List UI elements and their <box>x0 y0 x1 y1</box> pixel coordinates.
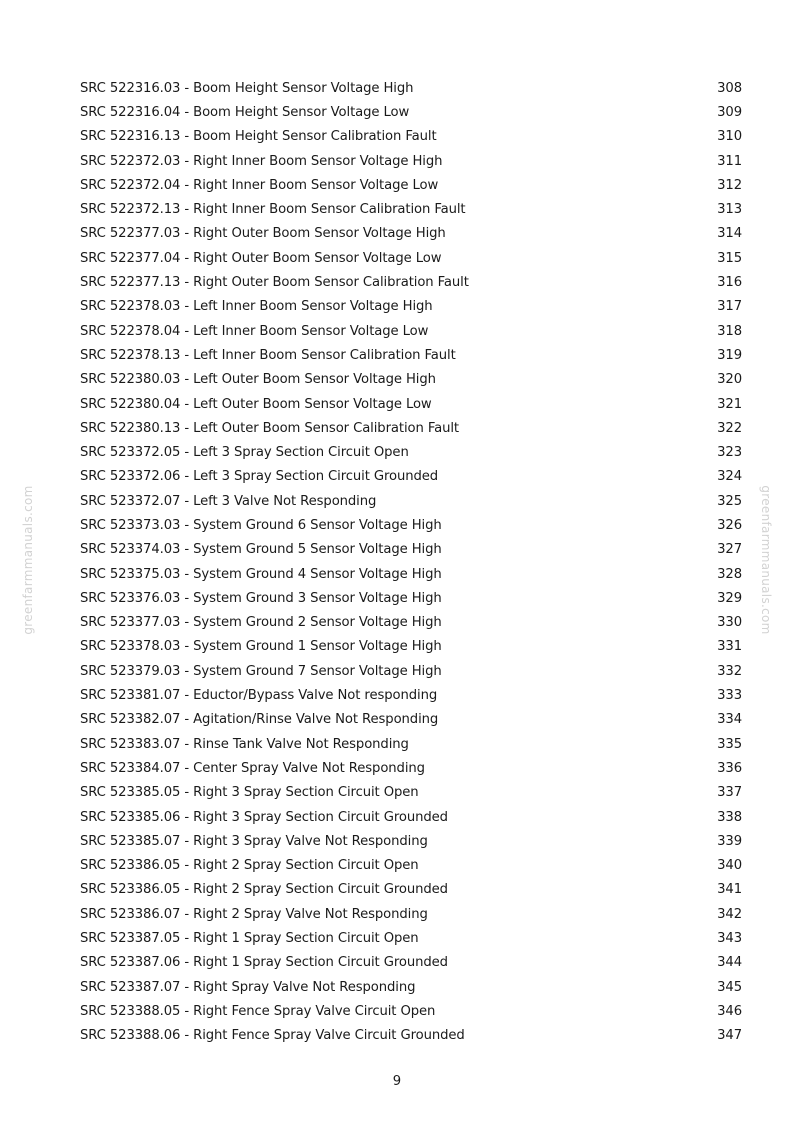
toc-entry-page: 324 <box>717 469 742 485</box>
toc-entry-title: SRC 522378.04 - Left Inner Boom Sensor Voltage Low <box>80 323 429 339</box>
toc-entry[interactable] <box>80 1024 742 1048</box>
toc-entry-title: SRC 523377.03 - System Ground 2 Sensor Voltage High <box>80 615 442 631</box>
toc-entry-page: 333 <box>717 688 742 704</box>
toc-entry-page: 317 <box>717 299 742 315</box>
toc-entry[interactable] <box>80 635 742 659</box>
toc-entry[interactable] <box>80 100 742 124</box>
toc-entry[interactable] <box>80 902 742 926</box>
toc-entry[interactable] <box>80 343 742 367</box>
toc-entry-page: 322 <box>717 420 742 436</box>
toc-entry-page: 346 <box>717 1003 742 1019</box>
toc-entry[interactable] <box>80 926 742 950</box>
toc-entry-title: SRC 523375.03 - System Ground 4 Sensor Voltage High <box>80 566 442 582</box>
toc-entry-title: SRC 523388.05 - Right Fence Spray Valve Circuit Open <box>80 1003 436 1019</box>
toc-entry-page: 335 <box>717 736 742 752</box>
toc-entry-title: SRC 523388.06 - Right Fence Spray Valve Circuit Grounded <box>80 1028 465 1044</box>
toc-entry[interactable] <box>80 854 742 878</box>
toc-entry-page: 312 <box>717 177 742 193</box>
toc-entry-page: 327 <box>717 542 742 558</box>
toc-entry-title: SRC 523381.07 - Eductor/Bypass Valve Not responding <box>80 688 438 704</box>
toc-entry-page: 320 <box>717 372 742 388</box>
toc-entry-title: SRC 523379.03 - System Ground 7 Sensor Voltage High <box>80 663 442 679</box>
toc-entry-title: SRC 523384.07 - Center Spray Valve Not Responding <box>80 760 425 776</box>
toc-entry-page: 318 <box>717 323 742 339</box>
toc-entry[interactable] <box>80 659 742 683</box>
toc-entry-title: SRC 522377.13 - Right Outer Boom Sensor Calibration Fault <box>80 275 469 291</box>
toc-entry-page: 325 <box>717 493 742 509</box>
toc-entry-title: SRC 522378.13 - Left Inner Boom Sensor Calibration Fault <box>80 347 456 363</box>
toc-entry-title: SRC 523372.06 - Left 3 Spray Section Circuit Grounded <box>80 469 439 485</box>
toc-entry[interactable] <box>80 805 742 829</box>
toc-entry[interactable] <box>80 270 742 294</box>
toc-entry-page: 336 <box>717 760 742 776</box>
watermark-right: greenfarmmanuals.com <box>759 485 773 635</box>
toc-entry-title: SRC 522380.03 - Left Outer Boom Sensor Voltage High <box>80 372 436 388</box>
toc-entry-title: SRC 523386.07 - Right 2 Spray Valve Not Responding <box>80 906 428 922</box>
toc-entry-page: 331 <box>717 639 742 655</box>
toc-entry-title: SRC 523386.05 - Right 2 Spray Section Circuit Grounded <box>80 882 448 898</box>
toc-entry-title: SRC 522372.13 - Right Inner Boom Sensor Calibration Fault <box>80 202 466 218</box>
toc-entry-page: 313 <box>717 202 742 218</box>
toc-entry[interactable] <box>80 368 742 392</box>
toc-entry-page: 328 <box>717 566 742 582</box>
toc-entry-page: 347 <box>717 1028 742 1044</box>
toc-entry-title: SRC 522380.04 - Left Outer Boom Sensor Voltage Low <box>80 396 432 412</box>
toc-entry-title: SRC 522377.04 - Right Outer Boom Sensor Voltage Low <box>80 250 442 266</box>
toc-entry[interactable] <box>80 173 742 197</box>
toc-entry[interactable] <box>80 222 742 246</box>
page-number: 9 <box>392 1074 402 1089</box>
toc-entry-page: 323 <box>717 445 742 461</box>
toc-entry[interactable] <box>80 489 742 513</box>
toc-entry-title: SRC 522378.03 - Left Inner Boom Sensor Voltage High <box>80 299 433 315</box>
toc-entry-page: 332 <box>717 663 742 679</box>
toc-entry-page: 314 <box>717 226 742 242</box>
toc-entry-page: 334 <box>717 712 742 728</box>
toc-entry[interactable] <box>80 149 742 173</box>
toc-entry-title: SRC 522316.13 - Boom Height Sensor Calibration Fault <box>80 129 437 145</box>
toc-entry[interactable] <box>80 732 742 756</box>
toc-entry-title: SRC 522377.03 - Right Outer Boom Sensor Voltage High <box>80 226 446 242</box>
toc-entry-page: 345 <box>717 979 742 995</box>
toc-entry[interactable] <box>80 781 742 805</box>
toc-entry[interactable] <box>80 513 742 537</box>
toc-entry-page: 330 <box>717 615 742 631</box>
toc-entry[interactable] <box>80 683 742 707</box>
toc-entry-title: SRC 523382.07 - Agitation/Rinse Valve Not Responding <box>80 712 439 728</box>
toc-entry[interactable] <box>80 708 742 732</box>
toc-entry-page: 319 <box>717 347 742 363</box>
toc-entry-title: SRC 523385.05 - Right 3 Spray Section Circuit Open <box>80 785 419 801</box>
toc-entry[interactable] <box>80 392 742 416</box>
watermark-left: greenfarmmanuals.com <box>21 485 35 635</box>
toc-entry[interactable] <box>80 319 742 343</box>
toc-entry[interactable] <box>80 295 742 319</box>
toc-entry-title: SRC 522316.03 - Boom Height Sensor Voltage High <box>80 80 414 96</box>
toc-entry-page: 316 <box>717 275 742 291</box>
toc-entry-title: SRC 523373.03 - System Ground 6 Sensor Voltage High <box>80 517 442 533</box>
toc-entry-page: 337 <box>717 785 742 801</box>
toc-entry[interactable] <box>80 246 742 270</box>
toc-entry[interactable] <box>80 878 742 902</box>
toc-entry-title: SRC 522372.04 - Right Inner Boom Sensor Voltage Low <box>80 177 439 193</box>
toc-entry-page: 309 <box>717 104 742 120</box>
toc-entry-page: 340 <box>717 858 742 874</box>
toc-entry[interactable] <box>80 611 742 635</box>
toc-entry-title: SRC 523385.06 - Right 3 Spray Section Circuit Grounded <box>80 809 448 825</box>
toc-entry-title: SRC 523372.07 - Left 3 Valve Not Responding <box>80 493 377 509</box>
toc-entry-page: 344 <box>717 955 742 971</box>
toc-entry[interactable] <box>80 440 742 464</box>
toc-entry-page: 326 <box>717 517 742 533</box>
toc-entry[interactable] <box>80 999 742 1023</box>
toc-entry[interactable] <box>80 197 742 221</box>
toc-entry-title: SRC 522380.13 - Left Outer Boom Sensor Calibration Fault <box>80 420 459 436</box>
toc-entry[interactable] <box>80 586 742 610</box>
toc-entry[interactable] <box>80 756 742 780</box>
toc-entry[interactable] <box>80 829 742 853</box>
table-of-contents <box>80 76 742 1048</box>
toc-entry[interactable] <box>80 975 742 999</box>
toc-entry[interactable] <box>80 125 742 149</box>
toc-entry-title: SRC 523374.03 - System Ground 5 Sensor Voltage High <box>80 542 442 558</box>
toc-entry[interactable] <box>80 465 742 489</box>
toc-entry-title: SRC 523372.05 - Left 3 Spray Section Circuit Open <box>80 445 409 461</box>
toc-entry-page: 310 <box>717 129 742 145</box>
toc-entry-page: 315 <box>717 250 742 266</box>
toc-entry-page: 308 <box>717 80 742 96</box>
toc-entry-page: 341 <box>717 882 742 898</box>
toc-entry[interactable] <box>80 538 742 562</box>
toc-entry-title: SRC 522372.03 - Right Inner Boom Sensor Voltage High <box>80 153 443 169</box>
toc-entry[interactable] <box>80 416 742 440</box>
toc-entry-page: 338 <box>717 809 742 825</box>
toc-entry-title: SRC 523387.07 - Right Spray Valve Not Responding <box>80 979 416 995</box>
toc-entry-title: SRC 523376.03 - System Ground 3 Sensor Voltage High <box>80 590 442 606</box>
toc-entry-title: SRC 523383.07 - Rinse Tank Valve Not Responding <box>80 736 409 752</box>
toc-entry-page: 311 <box>717 153 742 169</box>
toc-entry-title: SRC 523386.05 - Right 2 Spray Section Circuit Open <box>80 858 419 874</box>
toc-entry-page: 329 <box>717 590 742 606</box>
toc-entry-page: 339 <box>717 833 742 849</box>
toc-entry[interactable] <box>80 76 742 100</box>
toc-entry-title: SRC 522316.04 - Boom Height Sensor Voltage Low <box>80 104 410 120</box>
toc-entry-title: SRC 523387.05 - Right 1 Spray Section Circuit Open <box>80 931 419 947</box>
toc-entry-page: 321 <box>717 396 742 412</box>
toc-entry-title: SRC 523387.06 - Right 1 Spray Section Circuit Grounded <box>80 955 448 971</box>
toc-entry-page: 343 <box>717 931 742 947</box>
toc-entry[interactable] <box>80 951 742 975</box>
toc-entry-title: SRC 523378.03 - System Ground 1 Sensor Voltage High <box>80 639 442 655</box>
toc-entry-title: SRC 523385.07 - Right 3 Spray Valve Not Responding <box>80 833 428 849</box>
toc-entry[interactable] <box>80 562 742 586</box>
toc-entry-page: 342 <box>717 906 742 922</box>
